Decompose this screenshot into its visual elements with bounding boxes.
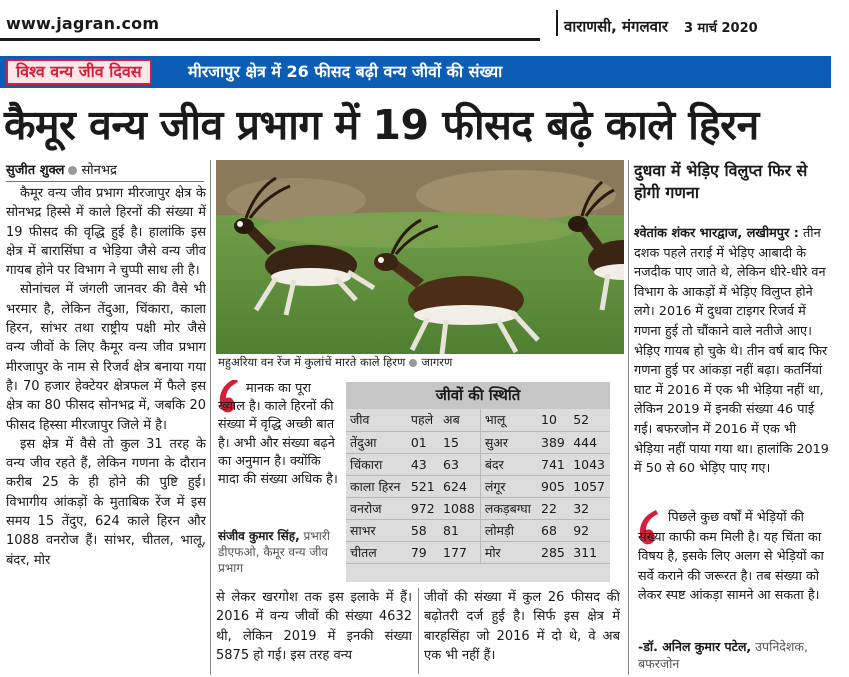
table-cell: 32 <box>569 497 610 519</box>
table-cell: साभर <box>346 519 407 541</box>
quote-attribution <box>218 528 340 576</box>
table-cell: 1088 <box>439 497 480 519</box>
table-cell: 81 <box>439 519 480 541</box>
table-cell: 389 <box>537 431 569 453</box>
side-paragraph <box>634 224 830 479</box>
table-cell: 521 <box>407 475 439 497</box>
table-cell: 311 <box>569 541 610 563</box>
table-row <box>346 541 610 563</box>
dateline <box>556 14 758 40</box>
site-url[interactable]: www.jagran.com <box>6 14 160 33</box>
wildlife-stats-table <box>346 409 610 564</box>
quote-text: मानक का पूरा ख्याल है। काले हिरनों की संख्या में वृद्धि अच्छी बात है। अभी और संख्या बढ़ने का अनुमान है। क्योंकि मादा की संख्या अधिक है। <box>218 381 338 488</box>
table-cell: लंगूर <box>480 475 537 497</box>
ribbon-headline: मीरजापुर क्षेत्र में 26 फीसद बढ़ी वन्य जीवों की संख्या <box>188 62 503 81</box>
table-cell: सुअर <box>480 431 537 453</box>
side-byline: श्वेतांक शंकर भारद्वाज, लखीमपुर : <box>634 226 799 241</box>
article-column-1 <box>6 184 206 674</box>
masthead-rule <box>0 38 540 41</box>
table-cell: 1057 <box>569 475 610 497</box>
article-paragraph: कैमूर वन्य जीव प्रभाग मीरजापुर क्षेत्र के सोनभद्र हिस्से में काले हिरनों की संख्या में 19 फीसद की वृद्धि हुई है। हालांकि इस क्षेत्र में बारासिंघा व भेड़िया जैसे वन्य जीव गायब होने पर विभाग ने चुप्पी साध ली है। <box>6 186 206 279</box>
table-cell: तेंदुआ <box>346 431 407 453</box>
side-quote-designation: उपनिदेशक, बफरजोन <box>638 639 808 671</box>
quote-designation: प्रभारी डीएफओ, कैमूर वन्य जीव प्रभाग <box>218 529 330 575</box>
article-paragraph: सोनांचल में जंगली जानवर की वैसे भी भरमार है, लेकिन तेंदुआ, चिंकारा, काला हिरन, सांभर तथा राष्ट्रीय पक्षी मोर जैसे वन्य जीवों के लिए कैमूर वन्य जीव प्रभाग मीरजापुर के नाम से रिजर्व क्षेत्र बनाया गया है। 70 हजार हेक्टेयर क्षेत्रफल में फैले इस क्षेत्र का 80 फीसद सोनभद्र में, जबकि 20 फीसद हिस्सा मीरजापुर जिले में है। <box>6 282 206 433</box>
byline-dot-icon <box>68 166 77 175</box>
column-divider <box>418 588 419 674</box>
caption-credit: जागरण <box>421 355 453 369</box>
table-cell: 43 <box>407 453 439 475</box>
side-headline: दुधवा में भेड़िए विलुप्त फिर से होगी गणना <box>634 161 808 202</box>
table-title: जीवों की स्थिति <box>346 382 610 409</box>
table-cell: 1043 <box>569 453 610 475</box>
table-cell: 58 <box>407 519 439 541</box>
side-quote-attribution <box>638 638 830 672</box>
table-cell: 92 <box>569 519 610 541</box>
table-cell: वनरोज <box>346 497 407 519</box>
article-column-2 <box>216 588 412 674</box>
table-row <box>346 497 610 519</box>
article-paragraph: जीवों की संख्या में कुल 26 फीसद की बढ़ोतरी दर्ज हुई है। सिर्फ इस क्षेत्र में बारहसिंहा जो 2016 में दो थे, वे अब एक भी नहीं हैं। <box>424 590 620 663</box>
table-cell: 285 <box>537 541 569 563</box>
table-cell: 01 <box>407 431 439 453</box>
table-cell: 63 <box>439 453 480 475</box>
table-row <box>346 453 610 475</box>
side-quote-text: पिछले कुछ वर्षों में भेड़ियों की संख्या काफी कम मिली है। यह चिंता का विषय है, इसके लिए अलग से भेड़ियों का सर्वे कराने की जरूरत है। तब संख्या को लेकर स्पष्ट आंकड़ा सामने आ सकता है। <box>638 510 824 604</box>
topic-tag: विश्व वन्य जीव दिवस <box>6 59 152 85</box>
article-paragraph: से लेकर खरगोश तक इस इलाके में हैं। 2016 में वन्य जीवों की संख्या 4632 थी, लेकिन 2019 में इनकी संख्या 5875 हो गई। इस तरह वन्य <box>216 590 412 663</box>
quote-author: संजीव कुमार सिंह, <box>218 529 300 543</box>
table-cell: 972 <box>407 497 439 519</box>
table-row <box>346 519 610 541</box>
blackbuck-illustration <box>216 160 624 354</box>
caption-text: महुअरिया वन रेंज में कुलांचें मारते काले हिरण <box>218 355 406 369</box>
byline <box>6 160 117 178</box>
table-cell: काला हिरन <box>346 475 407 497</box>
blackbuck-photo <box>216 160 624 354</box>
byline-location: सोनभद्र <box>81 163 117 178</box>
side-body-text: तीन दशक पहले तराई में भेड़िए आबादी के नजदीक पाए जाते थे, लेकिन धीरे-धीरे वन विभाग के आकड़ों में भेड़िए विलुप्त होने लगे। 2016 में दुधवा टाइगर रिजर्व में गणना हुई तो चौंकाने वाले नतीजे आए। भेड़िए गायब हो चुके थे। तीन वर्ष बाद फिर गणना हुई पर आंकड़ा नहीं बढ़ा। कतर्नियां घाट में 2016 में एक भी भेड़िया नहीं था, लेकिन 2019 में इनकी संख्या 46 पाई गई। बफरजोन में 2016 में एक भी भेड़िया नहीं पाया गया था। हालांकि 2019 में 50 से 60 भेड़िए पाए गए। <box>634 226 829 477</box>
byline-author: सुजीत शुक्ल <box>6 163 65 178</box>
dateline-city: वाराणसी, मंगलवार <box>564 17 668 36</box>
wildlife-stats-box <box>346 382 610 582</box>
table-cell: 741 <box>537 453 569 475</box>
dateline-divider <box>556 10 558 36</box>
dateline-date: 3 मार्च 2020 <box>683 20 758 36</box>
pull-quote <box>214 380 340 590</box>
table-cell: 177 <box>439 541 480 563</box>
photo-caption <box>218 355 452 370</box>
table-cell: 68 <box>537 519 569 541</box>
table-cell: मोर <box>480 541 537 563</box>
table-header-row <box>346 409 610 431</box>
table-cell: पहले <box>407 409 439 431</box>
table-cell: 79 <box>407 541 439 563</box>
caption-dot-icon <box>409 359 417 367</box>
side-story <box>634 160 830 677</box>
table-cell: चीतल <box>346 541 407 563</box>
masthead <box>0 0 849 48</box>
topic-ribbon <box>0 56 831 88</box>
column-divider <box>210 160 211 675</box>
side-quote <box>634 506 830 676</box>
table-cell: लकड़बग्घा <box>480 497 537 519</box>
table-cell: 444 <box>569 431 610 453</box>
main-headline: कैमूर वन्य जीव प्रभाग में 19 फीसद बढ़े काले हिरन <box>4 101 759 149</box>
table-cell: अब <box>439 409 480 431</box>
article-paragraph: इस क्षेत्र में वैसे तो कुल 31 तरह के वन्य जीव रहते हैं, लेकिन गणना के दौरान करीब 25 के ही होने की पुष्टि हुई। विभागीय आंकड़ों के मुताबिक रेंज में इस समय 15 तेंदुए, 624 काले हिरन और 1088 वनरोज हैं। सांभर, चीतल, भालू, बंदर, मोर <box>6 436 206 568</box>
table-cell: भालू <box>480 409 537 431</box>
column-divider <box>628 160 629 675</box>
table-cell: जीव <box>346 409 407 431</box>
byline-rule <box>6 181 204 182</box>
table-row <box>346 475 610 497</box>
table-cell: 905 <box>537 475 569 497</box>
table-cell: 10 <box>537 409 569 431</box>
side-quote-author: -डॉ. अनिल कुमार पटेल, <box>638 639 752 654</box>
side-body <box>634 224 830 479</box>
table-cell: 22 <box>537 497 569 519</box>
table-cell: 15 <box>439 431 480 453</box>
table-cell: 624 <box>439 475 480 497</box>
table-row <box>346 431 610 453</box>
article-column-3 <box>424 588 620 674</box>
table-cell: बंदर <box>480 453 537 475</box>
table-cell: 52 <box>569 409 610 431</box>
table-cell: चिंकारा <box>346 453 407 475</box>
table-cell: लोमड़ी <box>480 519 537 541</box>
